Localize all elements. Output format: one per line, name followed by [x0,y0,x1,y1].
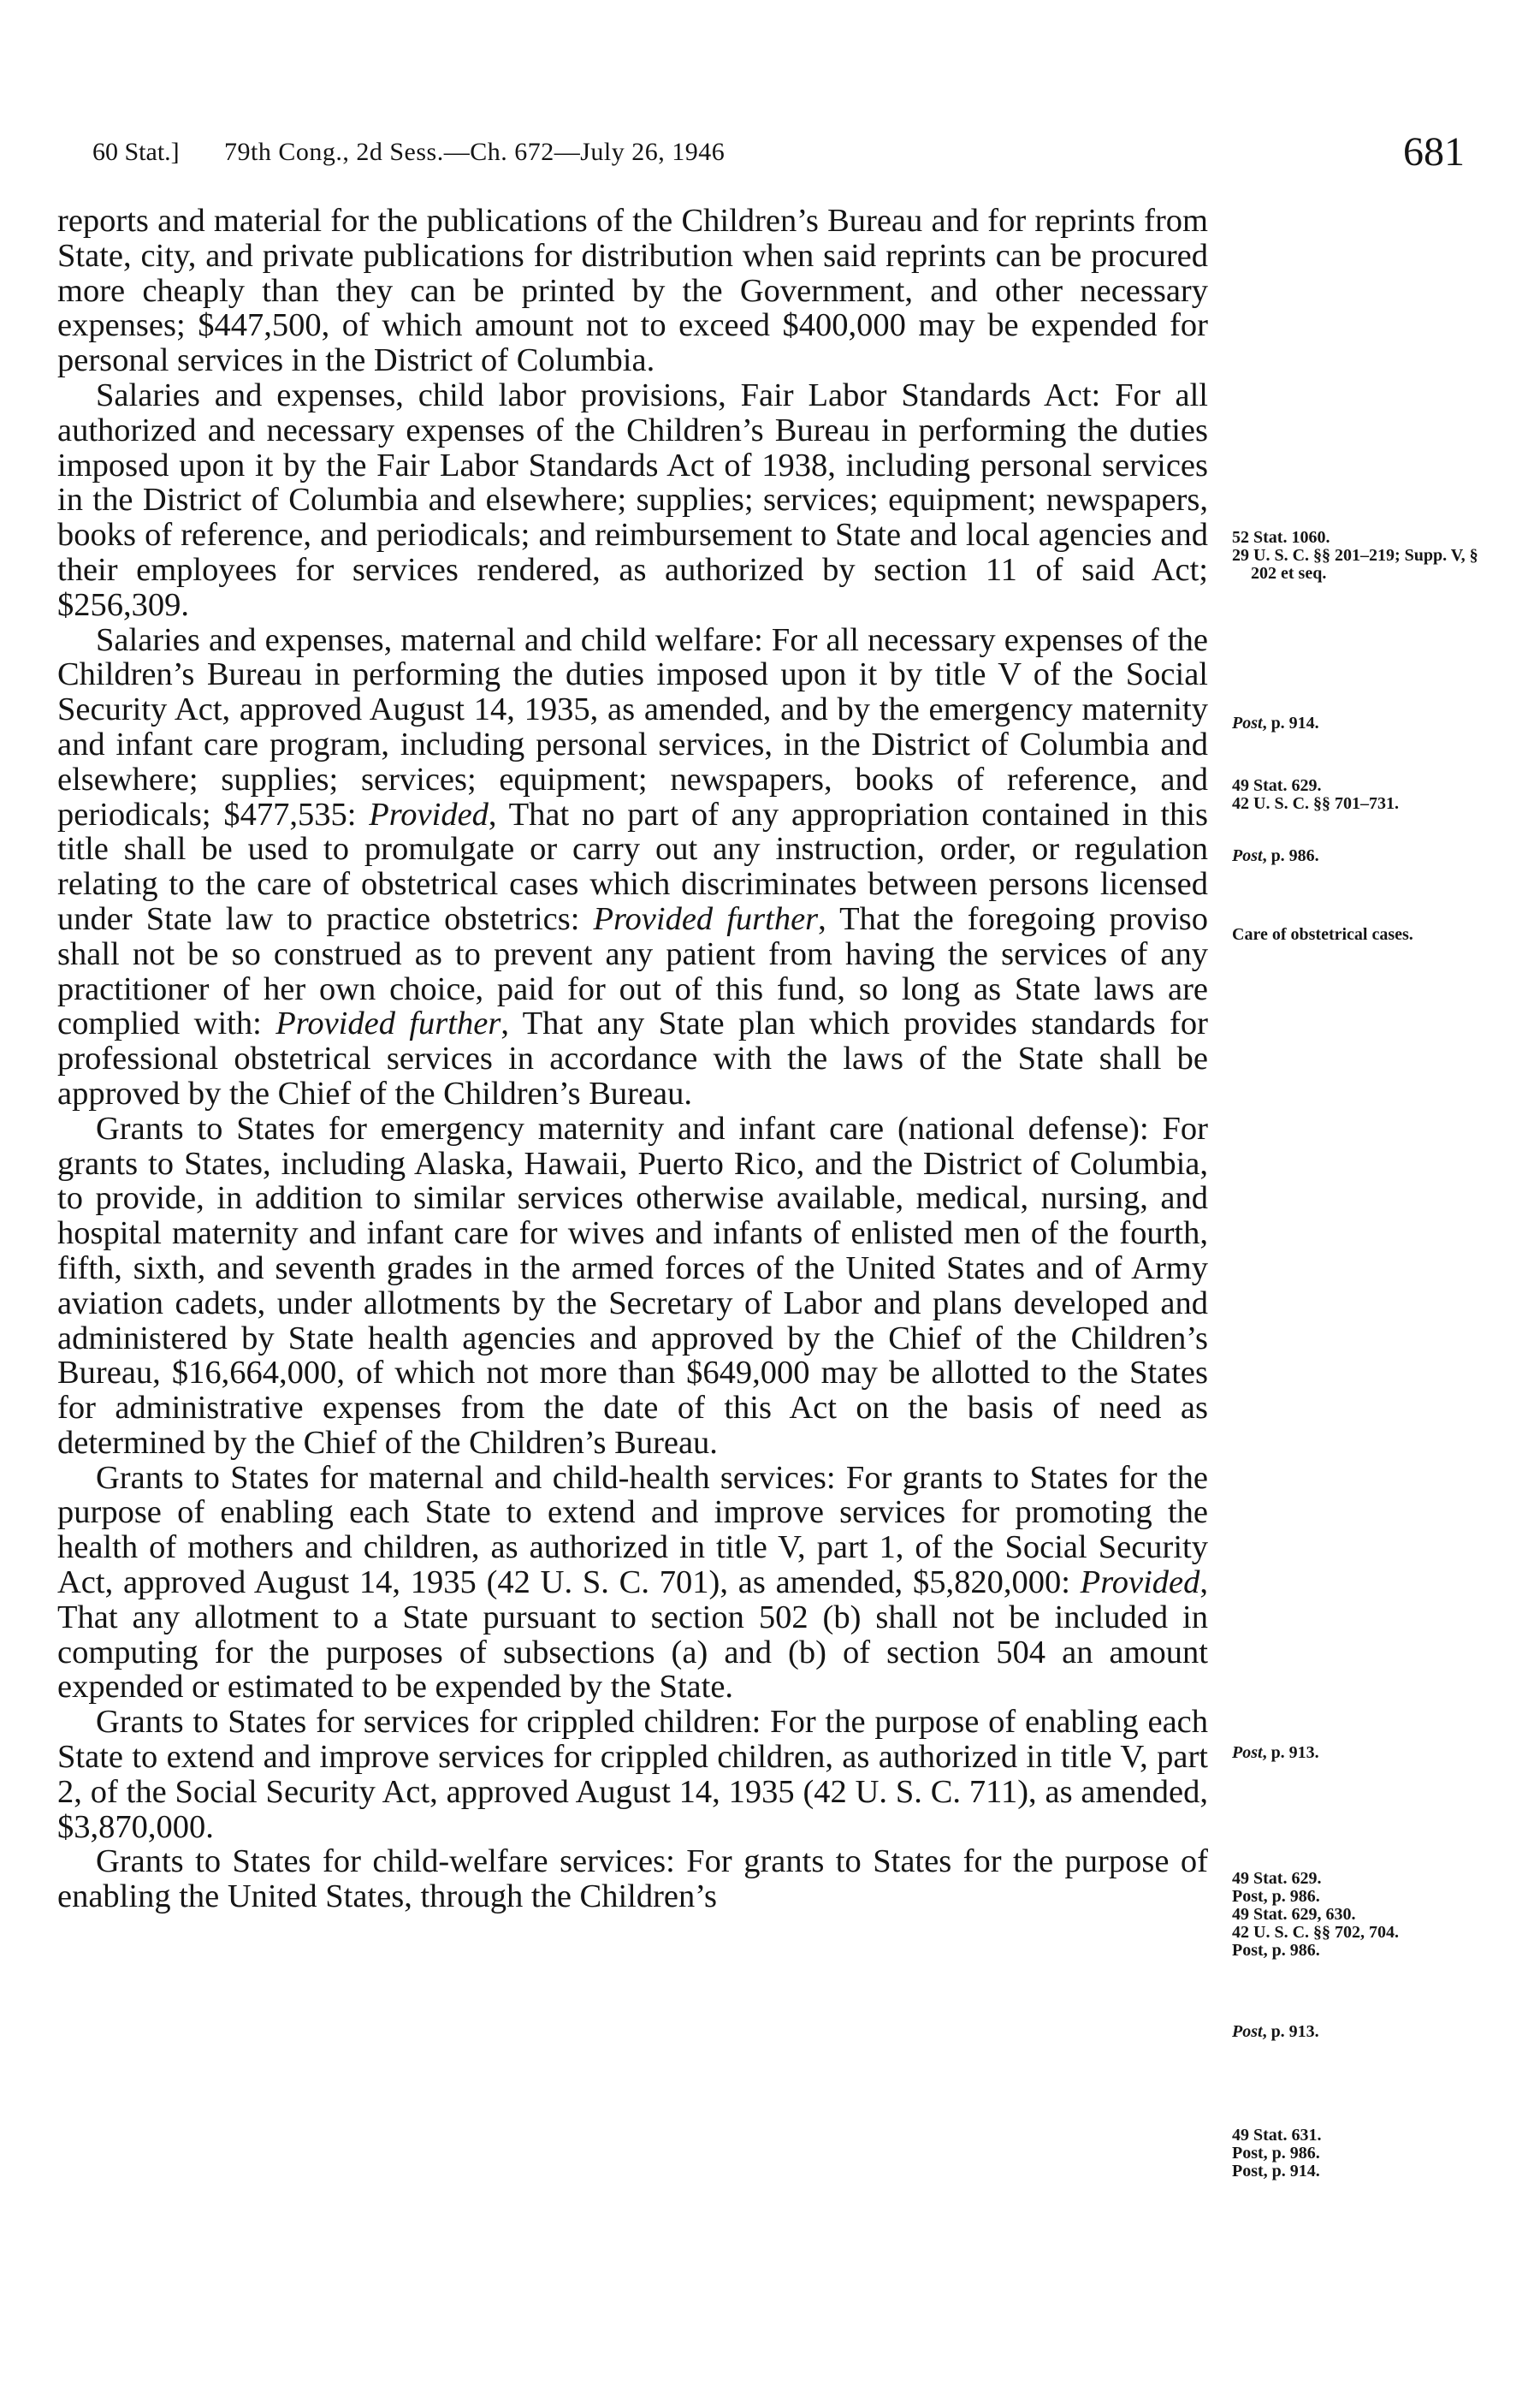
text-run: Salaries and expenses, maternal and child welfare: For all necessary expenses of the Children’s Bureau in performing the duties imposed upon it by title V of the Social Security Act, approved August 14, 1935, as amended, and by the emergency maternity and infant care program, including personal services, in the District of Columbia and elsewhere; supplies; services; equipment; newspapers, books of reference, and periodicals; $477,535: [57,621,1208,833]
paragraph [57,1112,1208,1461]
margin-note-line: , p. 914. [1262,714,1319,733]
margin-note-line: 42 U. S. C. §§ 701–731. [1232,794,1400,813]
header-volume: 60 Stat.] [92,138,180,166]
margin-note-line: Post, p. 986. [1232,1887,1320,1906]
italic-text: Provided [1080,1564,1200,1601]
margin-note-line: Care of obstetrical cases. [1232,925,1413,944]
page-number: 681 [1403,129,1465,175]
margin-note-post-reference [1232,2023,1489,2041]
margin-note-line: , p. 913. [1262,2022,1319,2041]
margin-note-line: Post, p. 914. [1232,2162,1320,2180]
text-run: Salaries and expenses, child labor provisions, Fair Labor Standards Act: For all authorized and necessary expenses of the Children’s Bureau in performing the duties imposed upon it by the Fair Labor Standards Act of 1938, including personal services in the District of Columbia and elsewhere; supplies; services; equipment; newspapers, books of reference, and periodicals; and reimbursement to State and local agencies and their employees for services rendered, as authorized by section 11 of said Act; $256,309. [57,377,1208,623]
margin-note-line: Post [1232,1743,1263,1762]
margin-note-line: 49 Stat. 631. [1232,2126,1322,2145]
margin-note-citation [1232,2127,1489,2180]
margin-note-post-reference [1232,847,1489,865]
margin-note-line: , p. 986. [1262,846,1319,865]
text-run: Grants to States for maternal and child-health services: For grants to States for the purpose of enabling each State to extend and improve services for promoting the health of mothers and children, as authorized in title V, part 1, of the Social Security Act, approved August 14, 1935 (42 U. S. C. 701), as amended, $5,820,000: [57,1459,1208,1601]
margin-note-line: 29 U. S. C. §§ 201–219; Supp. V, § 202 et seq. [1232,546,1478,583]
margin-note-line: 42 U. S. C. §§ 702, 704. [1232,1923,1400,1942]
paragraph [57,623,1208,1112]
text-run: , That the foregoing proviso shall not be so construed as to prevent any patient from having the services of any practitioner of her own choice, paid for out of this fund, so long as State laws are complied with: [57,900,1208,1042]
margin-note-topic [1232,926,1507,944]
margin-note-line: Post, p. 986. [1232,2144,1320,2163]
margin-note-post-reference [1232,715,1489,733]
margin-note-post-reference [1232,1744,1489,1762]
text-run: Grants to States for services for crippled children: For the purpose of enabling each State to extend and improve services for crippled children, as authorized in title V, part 2, of the Social Security Act, approved August 14, 1935 (42 U. S. C. 711), as amended, $3,870,000. [57,1704,1208,1845]
paragraph [57,1705,1208,1844]
margin-note-citation [1232,529,1507,583]
margin-note-line: 52 Stat. 1060. [1232,528,1330,547]
text-run: , That any State plan which provides standards for professional obstetrical services in accordance with the laws of the State shall be approved by the Chief of the Children’s Bureau. [57,1006,1208,1112]
margin-note-line: Post [1232,2022,1263,2041]
margin-note-line: Post [1232,714,1263,733]
header-session-chapter: 79th Cong., 2d Sess.—Ch. 672—July 26, 1946 [224,138,726,166]
italic-text: Provided further [593,900,819,937]
italic-text: Provided further [275,1006,501,1042]
margin-note-line: Post [1232,846,1263,865]
paragraph [57,1461,1208,1706]
body-text [57,204,1208,1914]
margin-note-line: 49 Stat. 629, 630. [1232,1905,1356,1924]
margin-note-citation [1232,777,1507,813]
margin-note-line: 49 Stat. 629. [1232,1869,1322,1888]
paragraph [57,204,1208,378]
margin-note-line: Post, p. 986. [1232,1941,1320,1960]
paragraph [57,1844,1208,1914]
margin-note-citation [1232,1870,1507,1960]
paragraph [57,378,1208,623]
margin-note-line: , p. 913. [1262,1743,1319,1762]
italic-text: Provided [369,796,489,833]
text-run: reports and material for the publications of the Children’s Bureau and for reprints from State, city, and private publications for distribution when said reprints can be procured more cheaply than they can be printed by the Government, and other necessary expenses; $447,500, of which amount not to exceed $400,000 may be expended for personal services in the District of Columbia. [57,203,1208,379]
text-run: Grants to States for child-welfare services: For grants to States for the purpose of enabling the United States, through the Children’s [57,1843,1208,1915]
text-run: Grants to States for emergency maternity and infant care (national defense): For grants to States, including Alaska, Hawaii, Puerto Rico, and the District of Columbia, to provide, in addition to similar services otherwise available, medical, nursing, and hospital maternity and infant care for wives and infants of enlisted men of the fourth, fifth, sixth, and seventh grades in the armed forces of the United States and of Army aviation cadets, under allotments by the Secretary of Labor and plans developed and administered by State health agencies and approved by the Chief of the Children’s Bureau, $16,664,000, of which not more than $649,000 may be allotted to the States for administrative expenses from the date of this Act on the basis of need as determined by the Chief of the Children’s Bureau. [57,1110,1208,1461]
text-run: , That no part of any appropriation contained in this title shall be used to promulgate or carry out any instruction, order, or regulation relating to the care of obstetrical cases which discriminates between persons licensed under State law to practice obstetrics: [57,796,1208,937]
margin-note-line: 49 Stat. 629. [1232,776,1322,795]
text-run: , That any allotment to a State pursuant to section 502 (b) shall not be included in computing for the purposes of subsections (a) and (b) of section 504 an amount expended or estimated to be expended by the State. [57,1564,1208,1706]
